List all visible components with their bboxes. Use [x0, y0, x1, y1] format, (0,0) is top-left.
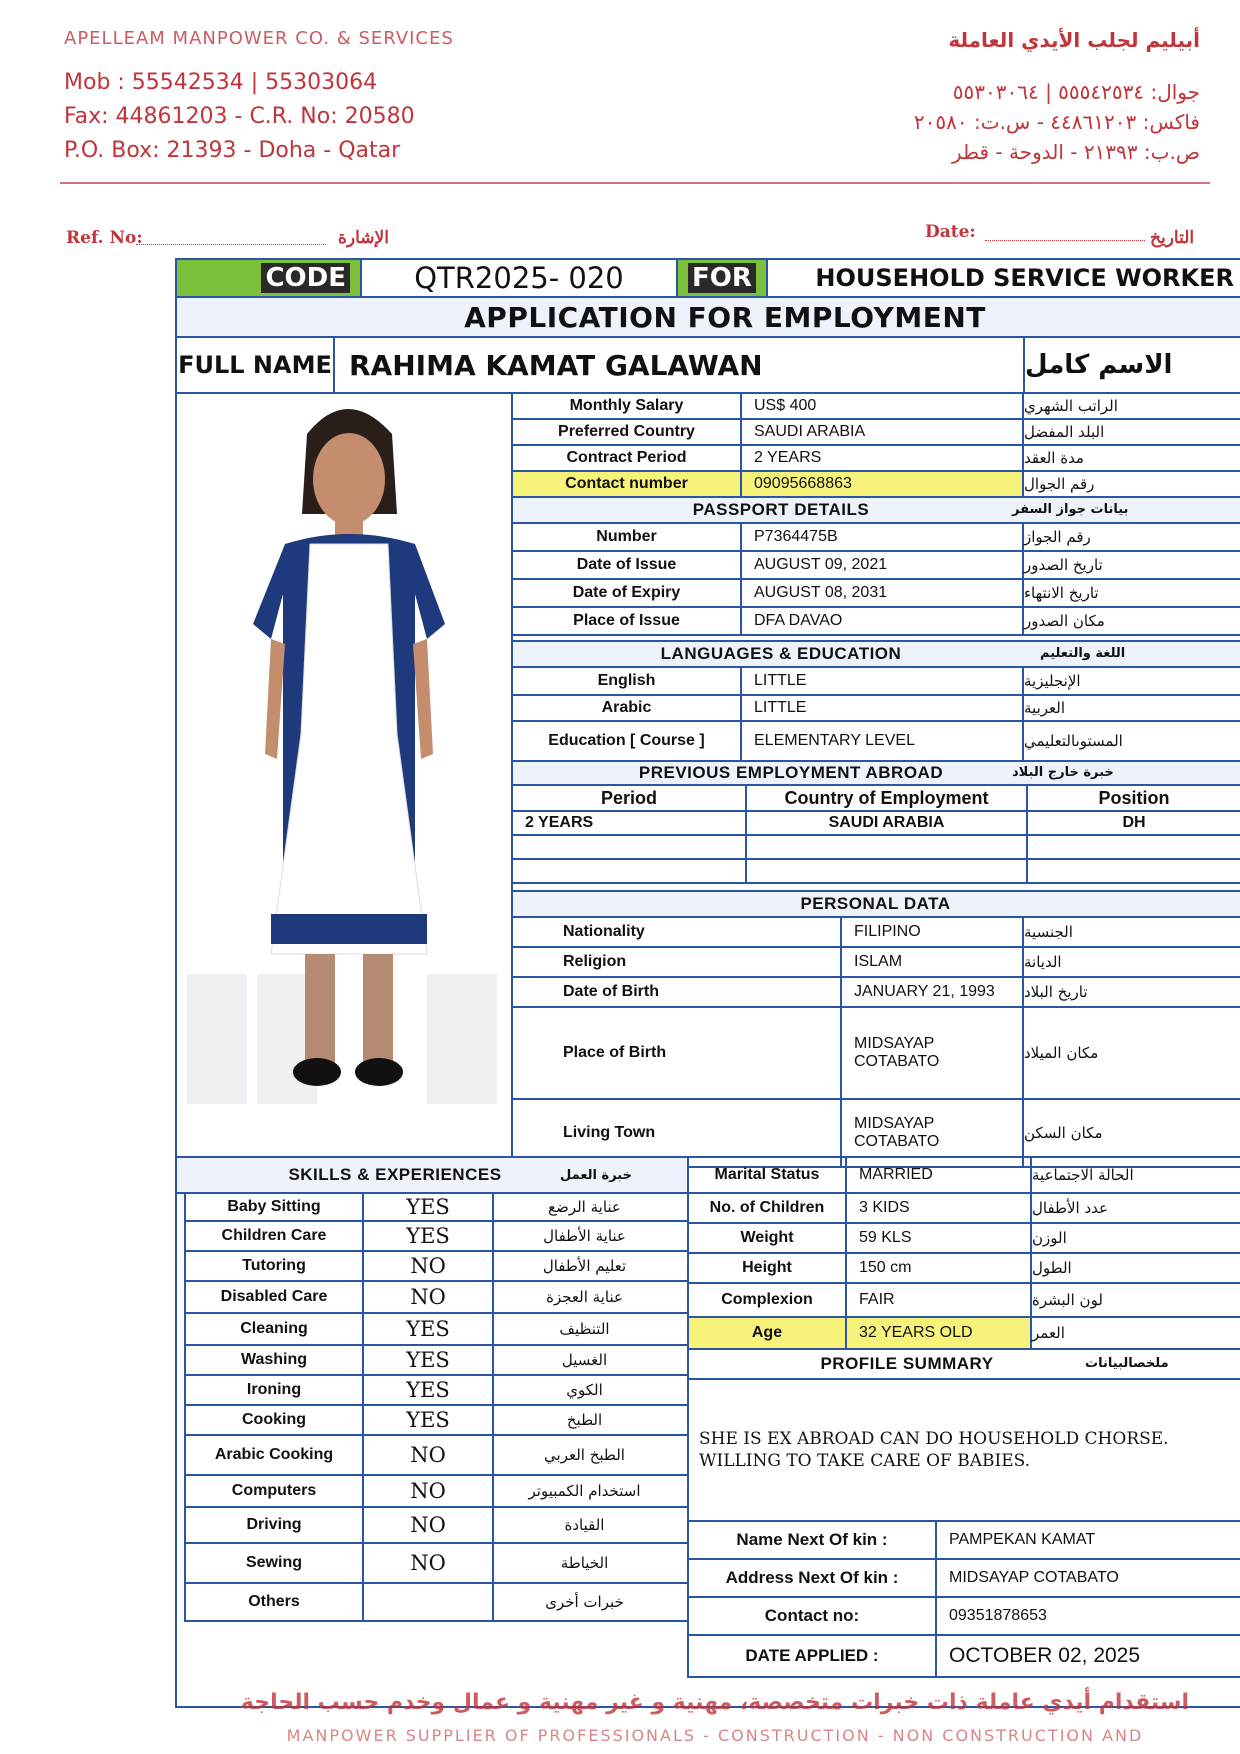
form-title: APPLICATION FOR EMPLOYMENT [464, 300, 986, 334]
previous-col-country: Country of Employment [745, 784, 1028, 812]
personal-2-label: Date of Birth [511, 976, 842, 1008]
skill-10-label-ar: القيادة [492, 1506, 689, 1544]
passport-2-label-ar: تاريخ الانتهاء [1022, 578, 1240, 608]
kin-1-label: Address Next Of kin : [687, 1558, 937, 1598]
full-name-label: FULL NAME [175, 336, 335, 394]
basic-0-label-ar: الراتب الشهري [1022, 392, 1240, 420]
company-mob: Mob : 55542534 | 55303064 [64, 70, 378, 95]
skill-2-value: NO [362, 1250, 494, 1282]
company-name: APELLEAM MANPOWER CO. & SERVICES [64, 28, 454, 49]
personal-2-label-ar: تاريخ البلاد [1022, 976, 1240, 1008]
skill-10-label: Driving [184, 1506, 364, 1544]
code-value: QTR2025- 020 [360, 258, 678, 298]
passport-0-value: P7364475B [740, 522, 1024, 552]
basic-0-value: US$ 400 [740, 392, 1024, 420]
skill-1-label: Children Care [184, 1220, 364, 1252]
for-label-cell [676, 258, 768, 298]
previous-country-0: SAUDI ARABIA [745, 810, 1028, 836]
profile-title-ar: ملخصالبيانات [1085, 1356, 1169, 1371]
previous-position-2 [1026, 858, 1240, 884]
status-0-label-ar: الحالة الاجتماعية [1030, 1156, 1240, 1194]
skill-0-value: YES [362, 1192, 494, 1222]
kin-0-label: Name Next Of kin : [687, 1520, 937, 1560]
basic-2-label-ar: مدة العقد [1022, 444, 1240, 472]
status-1-value: 3 KIDS [845, 1192, 1032, 1224]
skill-10-value: NO [362, 1506, 494, 1544]
passport-title-ar: بيانات جواز السفر [1012, 502, 1129, 517]
skill-3-label: Disabled Care [184, 1280, 364, 1314]
language-0-label-ar: الإنجليزية [1022, 666, 1240, 696]
skill-7-label-ar: الطبخ [492, 1404, 689, 1436]
previous-position-0: DH [1026, 810, 1240, 836]
skill-3-value: NO [362, 1280, 494, 1314]
previous-period-0: 2 YEARS [511, 810, 747, 836]
status-1-label: No. of Children [687, 1192, 847, 1224]
ref-label: Ref. No: [66, 228, 143, 248]
personal-4-value: MIDSAYAP COTABATO [840, 1098, 1024, 1168]
previous-country-2 [745, 858, 1028, 884]
status-5-label-ar: العمر [1030, 1316, 1240, 1350]
skill-4-label: Cleaning [184, 1312, 364, 1346]
passport-2-label: Date of Expiry [511, 578, 742, 608]
personal-2-value: JANUARY 21, 1993 [840, 976, 1024, 1008]
status-4-label-ar: لون البشرة [1030, 1282, 1240, 1318]
skill-2-label-ar: تعليم الأطفال [492, 1250, 689, 1282]
language-0-label: English [511, 666, 742, 696]
personal-3-value: MIDSAYAP COTABATO [840, 1006, 1024, 1100]
skills-title: SKILLS & EXPERIENCES [288, 1165, 502, 1184]
position-applied: HOUSEHOLD SERVICE WORKER [766, 258, 1240, 298]
skill-7-value: YES [362, 1404, 494, 1436]
personal-4-label-ar: مكان السكن [1022, 1098, 1240, 1168]
skill-3-label-ar: عناية العجزة [492, 1280, 689, 1314]
personal-title: PERSONAL DATA [800, 894, 951, 913]
photo-frame [175, 392, 513, 1156]
passport-3-value: DFA DAVAO [740, 606, 1024, 636]
languages-title-ar: اللغة والتعليم [1040, 646, 1126, 661]
full-name-label-ar: الاسم كامل [1023, 336, 1240, 394]
status-5-label: Age [687, 1316, 847, 1350]
kin-3-value: OCTOBER 02, 2025 [935, 1634, 1240, 1678]
passport-3-label-ar: مكان الصدور [1022, 606, 1240, 636]
status-4-value: FAIR [845, 1282, 1032, 1318]
status-3-label-ar: الطول [1030, 1252, 1240, 1284]
skill-9-label: Computers [184, 1474, 364, 1508]
language-1-label-ar: العربية [1022, 694, 1240, 722]
skill-0-label: Baby Sitting [184, 1192, 364, 1222]
skill-0-label-ar: عناية الرضع [492, 1192, 689, 1222]
passport-2-value: AUGUST 08, 2031 [740, 578, 1024, 608]
skill-6-label-ar: الكوي [492, 1374, 689, 1406]
personal-1-label: Religion [511, 946, 842, 978]
status-2-value: 59 KLS [845, 1222, 1032, 1254]
skill-12-value [362, 1582, 494, 1622]
previous-col-period: Period [511, 784, 747, 812]
skill-9-value: NO [362, 1474, 494, 1508]
passport-0-label-ar: رقم الجواز [1022, 522, 1240, 552]
skill-2-label: Tutoring [184, 1250, 364, 1282]
skill-12-label-ar: خبرات أخرى [492, 1582, 689, 1622]
skill-6-value: YES [362, 1374, 494, 1406]
basic-3-value: 09095668863 [740, 470, 1024, 498]
code-label: CODE [261, 263, 350, 293]
previous-period-2 [511, 858, 747, 884]
previous-title-ar: خبرة خارج البلاد [1012, 765, 1114, 780]
skill-1-value: YES [362, 1220, 494, 1252]
company-pobox-ar: ص.ب: ٢١٣٩٣ - الدوحة - قطر [952, 140, 1200, 164]
header-divider [60, 182, 1210, 184]
skill-7-label: Cooking [184, 1404, 364, 1436]
basic-3-label: Contact number [511, 470, 742, 498]
footer-ar: استقدام أيدي عاملة ذات خبرات متخصصة، مهنية و غير مهنية و عمال وخدم حسب الحاجة [240, 1690, 1190, 1715]
skill-8-label: Arabic Cooking [184, 1434, 364, 1476]
kin-2-value: 09351878653 [935, 1596, 1240, 1636]
skills-title-ar: خبرة العمل [560, 1168, 632, 1183]
profile-text: SHE IS EX ABROAD CAN DO HOUSEHOLD CHORSE. WILLING TO TAKE CARE OF BABIES. [687, 1378, 1240, 1522]
footer-en: MANPOWER SUPPLIER OF PROFESSIONALS - CONSTRUCTION - NON CONSTRUCTION AND [286, 1726, 1144, 1745]
basic-1-label-ar: البلد المفضل [1022, 418, 1240, 446]
personal-0-value: FILIPINO [840, 916, 1024, 948]
kin-0-value: PAMPEKAN KAMAT [935, 1520, 1240, 1560]
skill-8-label-ar: الطبخ العربي [492, 1434, 689, 1476]
for-label: FOR [688, 263, 756, 293]
skill-5-label: Washing [184, 1344, 364, 1376]
passport-0-label: Number [511, 522, 742, 552]
skill-1-label-ar: عناية الأطفال [492, 1220, 689, 1252]
passport-title: PASSPORT DETAILS [692, 500, 870, 519]
basic-0-label: Monthly Salary [511, 392, 742, 420]
skill-11-label-ar: الخياطة [492, 1542, 689, 1584]
skill-6-label: Ironing [184, 1374, 364, 1406]
basic-2-value: 2 YEARS [740, 444, 1024, 472]
company-name-ar: أبيليم لجلب الأيدي العاملة [948, 28, 1200, 52]
date-label: Date: [925, 222, 976, 242]
personal-1-value: ISLAM [840, 946, 1024, 978]
skill-5-value: YES [362, 1344, 494, 1376]
language-1-value: LITTLE [740, 694, 1024, 722]
language-2-label-ar: المستوىالتعليمي [1022, 720, 1240, 762]
passport-1-value: AUGUST 09, 2021 [740, 550, 1024, 580]
company-fax: Fax: 44861203 - C.R. No: 20580 [64, 104, 415, 129]
skill-12-label: Others [184, 1582, 364, 1622]
languages-title: LANGUAGES & EDUCATION [660, 644, 902, 663]
status-2-label: Weight [687, 1222, 847, 1254]
skill-11-value: NO [362, 1542, 494, 1584]
status-4-label: Complexion [687, 1282, 847, 1318]
status-0-label: Marital Status [687, 1156, 847, 1194]
date-dots [985, 240, 1145, 241]
kin-1-value: MIDSAYAP COTABATO [935, 1558, 1240, 1598]
kin-2-label: Contact no: [687, 1596, 937, 1636]
passport-1-label-ar: تاريخ الصدور [1022, 550, 1240, 580]
status-3-value: 150 cm [845, 1252, 1032, 1284]
basic-2-label: Contract Period [511, 444, 742, 472]
status-0-value: MARRIED [845, 1156, 1032, 1194]
previous-col-position: Position [1026, 784, 1240, 812]
code-label-cell [175, 258, 362, 298]
skill-4-value: YES [362, 1312, 494, 1346]
language-2-label: Education [ Course ] [511, 720, 742, 762]
skill-5-label-ar: الغسيل [492, 1344, 689, 1376]
personal-0-label-ar: الجنسية [1022, 916, 1240, 948]
basic-1-label: Preferred Country [511, 418, 742, 446]
skill-11-label: Sewing [184, 1542, 364, 1584]
status-3-label: Height [687, 1252, 847, 1284]
status-1-label-ar: عدد الأطفال [1030, 1192, 1240, 1224]
language-0-value: LITTLE [740, 666, 1024, 696]
ref-dots [136, 244, 326, 245]
status-5-value: 32 YEARS OLD [845, 1316, 1032, 1350]
company-fax-ar: فاكس: ٤٤٨٦١٢٠٣ - س.ت: ٢٠٥٨٠ [913, 110, 1200, 134]
status-2-label-ar: الوزن [1030, 1222, 1240, 1254]
skill-4-label-ar: التنظيف [492, 1312, 689, 1346]
skill-9-label-ar: استخدام الكمبيوتر [492, 1474, 689, 1508]
full-name-value: RAHIMA KAMAT GALAWAN [333, 336, 1025, 394]
personal-4-label: Living Town [511, 1098, 842, 1168]
skill-8-value: NO [362, 1434, 494, 1476]
personal-1-label-ar: الديانة [1022, 946, 1240, 978]
company-pobox: P.O. Box: 21393 - Doha - Qatar [64, 138, 401, 163]
language-2-value: ELEMENTARY LEVEL [740, 720, 1024, 762]
basic-1-value: SAUDI ARABIA [740, 418, 1024, 446]
date-label-ar: التاريخ [1150, 228, 1195, 248]
previous-position-1 [1026, 834, 1240, 860]
personal-3-label-ar: مكان الميلاد [1022, 1006, 1240, 1100]
passport-3-label: Place of Issue [511, 606, 742, 636]
passport-1-label: Date of Issue [511, 550, 742, 580]
language-1-label: Arabic [511, 694, 742, 722]
previous-title: PREVIOUS EMPLOYMENT ABROAD [638, 763, 944, 782]
ref-label-ar: الإشارة [338, 228, 389, 248]
personal-0-label: Nationality [511, 916, 842, 948]
profile-title: PROFILE SUMMARY [820, 1354, 994, 1373]
basic-3-label-ar: رقم الجوال [1022, 470, 1240, 498]
company-mob-ar: جوال: ٥٥٥٤٢٥٣٤ | ٥٥٣٠٣٠٦٤ [952, 80, 1200, 104]
previous-period-1 [511, 834, 747, 860]
personal-3-label: Place of Birth [511, 1006, 842, 1100]
kin-3-label: DATE APPLIED : [687, 1634, 937, 1678]
previous-country-1 [745, 834, 1028, 860]
